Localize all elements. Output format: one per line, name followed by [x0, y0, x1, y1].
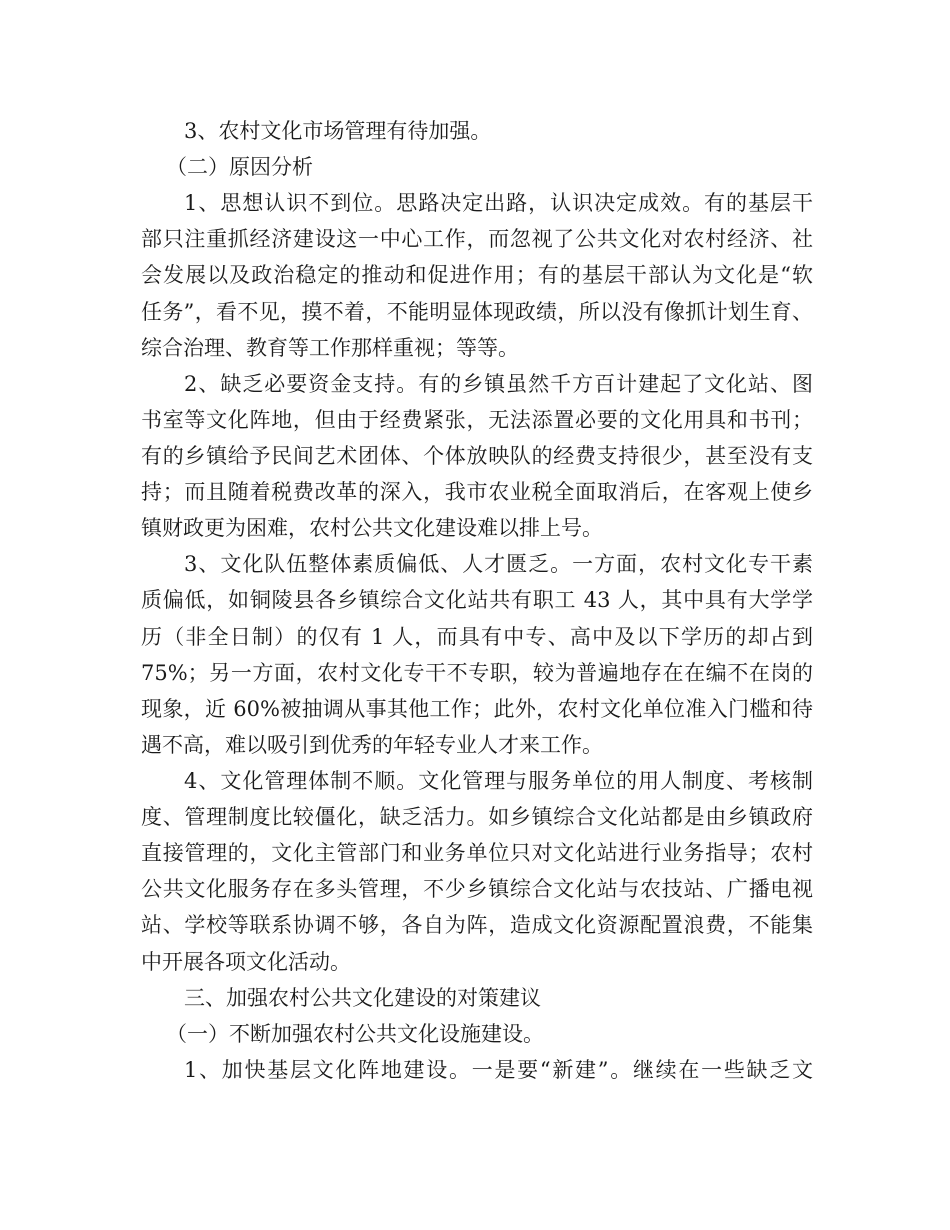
- paragraph-line: 4、文化管理体制不顺。文化管理与服务单位的用人制度、考核制: [184, 769, 813, 793]
- section-heading: （二）原因分析: [166, 155, 313, 179]
- section-heading: 三、加强农村公共文化建设的对策建议: [184, 986, 541, 1010]
- paragraph-line: 75%；另一方面，农村文化专干不专职，较为普遍地存在在编不在岗的: [141, 661, 813, 685]
- paragraph-line: 现象，近 60%被抽调从事其他工作；此外，农村文化单位准入门槛和待: [141, 697, 813, 721]
- section-heading: （一）不断加强农村公共文化设施建设。: [166, 1022, 544, 1046]
- paragraph-line: 站、学校等联系协调不够，各自为阵，造成文化资源配置浪费，不能集: [141, 913, 813, 937]
- paragraph-line: 镇财政更为困难，农村公共文化建设难以排上号。: [141, 516, 603, 540]
- paragraph-line: 持；而且随着税费改革的深入，我市农业税全面取消后，在客观上使乡: [141, 480, 813, 504]
- paragraph-line: 书室等文化阵地，但由于经费紧张，无法添置必要的文化用具和书刊；: [141, 408, 813, 432]
- paragraph-line: 历（非全日制）的仅有 1 人，而具有中专、高中及以下学历的却占到: [141, 625, 813, 649]
- paragraph-line: 3、文化队伍整体素质偏低、人才匮乏。一方面，农村文化专干素: [184, 552, 813, 576]
- paragraph-line: 1、思想认识不到位。思路决定出路，认识决定成效。有的基层干: [184, 191, 813, 215]
- paragraph-line: 质偏低，如铜陵县各乡镇综合文化站共有职工 43 人，其中具有大学学: [141, 588, 813, 612]
- paragraph-line: 2、缺乏必要资金支持。有的乡镇虽然千方百计建起了文化站、图: [184, 372, 813, 396]
- paragraph-line: 任务”，看不见，摸不着，不能明显体现政绩，所以没有像抓计划生育、: [141, 300, 813, 324]
- paragraph-line: 公共文化服务存在多头管理，不少乡镇综合文化站与农技站、广播电视: [141, 877, 813, 901]
- paragraph-line: 中开展各项文化活动。: [141, 950, 351, 974]
- paragraph-line: 直接管理的，文化主管部门和业务单位只对文化站进行业务指导；农村: [141, 841, 813, 865]
- paragraph-line: 会发展以及政治稳定的推动和促进作用；有的基层干部认为文化是“软: [141, 263, 813, 287]
- paragraph-line: 1、加快基层文化阵地建设。一是要“新建”。继续在一些缺乏文: [184, 1058, 813, 1082]
- paragraph-line: 部只注重抓经济建设这一中心工作，而忽视了公共文化对农村经济、社: [141, 227, 813, 251]
- paragraph-line: 遇不高，难以吸引到优秀的年轻专业人才来工作。: [141, 733, 603, 757]
- paragraph-line: 综合治理、教育等工作那样重视；等等。: [141, 336, 519, 360]
- list-item-heading: 3、农村文化市场管理有待加强。: [184, 119, 492, 143]
- paragraph-line: 有的乡镇给予民间艺术团体、个体放映队的经费支持很少，甚至没有支: [141, 444, 813, 468]
- paragraph-line: 度、管理制度比较僵化，缺乏活力。如乡镇综合文化站都是由乡镇政府: [141, 805, 813, 829]
